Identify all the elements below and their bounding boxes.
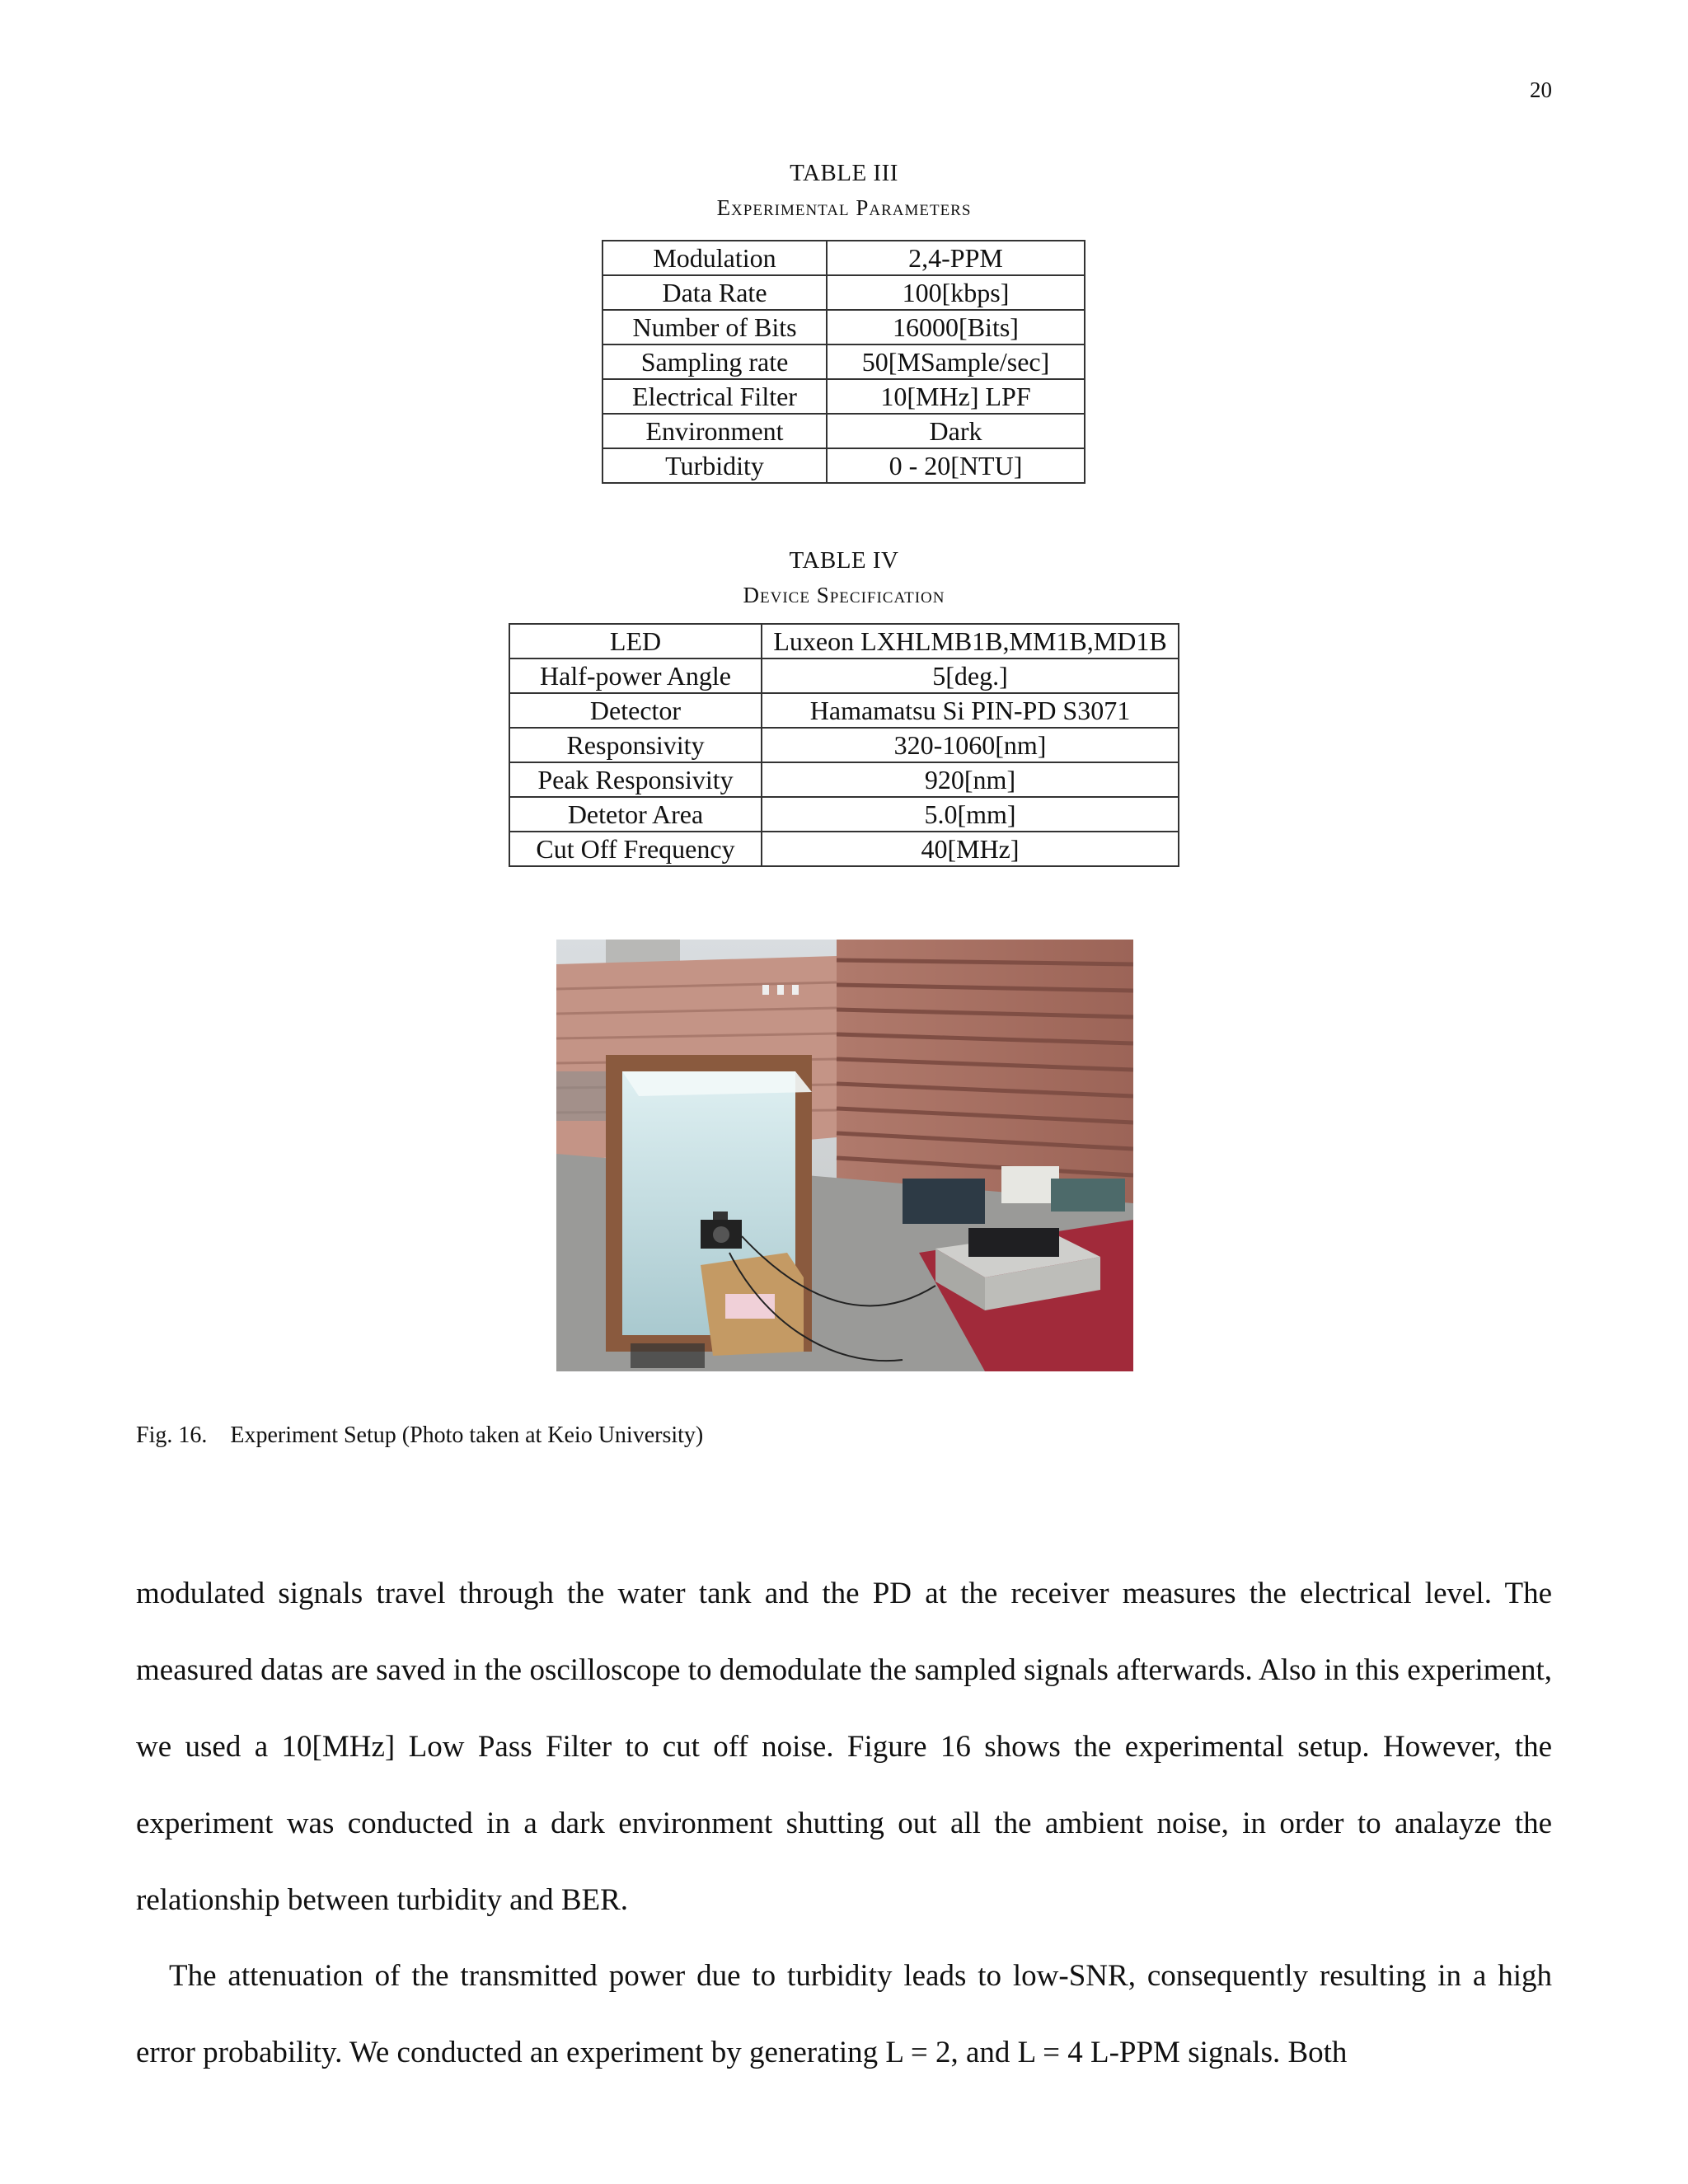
- body-paragraph: modulated signals travel through the water tank and the PD at the receiver measures the electrical level. The measured datas are saved in the oscilloscope to demodulate the sampled signals afterwards. Also in this experiment, we used a 10[MHz] Low Pass Filter to cut off noise. Figure 16 shows the experimental setup. However, the experiment was conducted in a dark environment shutting out all the ambient noise, in order to analayze the relationship between turbidity and BER.: [136, 1577, 1552, 1917]
- param-name: Data Rate: [603, 275, 827, 310]
- param-name: Modulation: [603, 241, 827, 275]
- figure-label: Fig. 16.: [136, 1422, 208, 1448]
- figure-caption: [136, 1422, 703, 1449]
- param-value: 10[MHz] LPF: [827, 379, 1085, 414]
- spec-name: Detector: [509, 693, 762, 728]
- param-name: Turbidity: [603, 448, 827, 483]
- table-row: [603, 275, 1085, 310]
- param-value: 2,4-PPM: [827, 241, 1085, 275]
- table-row: [603, 414, 1085, 448]
- spec-name: Detetor Area: [509, 797, 762, 832]
- table-iii-heading: [0, 160, 1688, 221]
- page-number: 20: [1530, 77, 1552, 102]
- photo-illustration: [556, 940, 1133, 1371]
- param-value: 100[kbps]: [827, 275, 1085, 310]
- param-value: 16000[Bits]: [827, 310, 1085, 344]
- table-row: [603, 379, 1085, 414]
- param-name: Environment: [603, 414, 827, 448]
- spec-value: 920[nm]: [762, 762, 1179, 797]
- spec-value: 5.0[mm]: [762, 797, 1179, 832]
- table-title: TABLE IV: [789, 547, 899, 574]
- param-name: Number of Bits: [603, 310, 827, 344]
- table-row: [509, 693, 1179, 728]
- spec-value: 320-1060[nm]: [762, 728, 1179, 762]
- spec-value: 5[deg.]: [762, 658, 1179, 693]
- spec-value: Hamamatsu Si PIN-PD S3071: [762, 693, 1179, 728]
- table-row: [509, 832, 1179, 866]
- spec-name: Peak Responsivity: [509, 762, 762, 797]
- table-title: TABLE III: [790, 160, 898, 186]
- table-row: [509, 797, 1179, 832]
- table-row: [603, 241, 1085, 275]
- table-row: [603, 448, 1085, 483]
- table-iv-heading: [0, 547, 1688, 608]
- table-subtitle: Experimental Parameters: [716, 195, 972, 220]
- table-row: [509, 624, 1179, 658]
- param-value: 0 - 20[NTU]: [827, 448, 1085, 483]
- table-row: [603, 344, 1085, 379]
- param-value: Dark: [827, 414, 1085, 448]
- spec-name: Half-power Angle: [509, 658, 762, 693]
- table-row: [509, 762, 1179, 797]
- spec-name: LED: [509, 624, 762, 658]
- spec-name: Cut Off Frequency: [509, 832, 762, 866]
- param-name: Electrical Filter: [603, 379, 827, 414]
- device-specification-table: [509, 623, 1179, 867]
- table-row: [509, 728, 1179, 762]
- body-paragraph: The attenuation of the transmitted power due to turbidity leads to low-SNR, consequently resulting in a high error probability. We conducted an experiment by generating L = 2, and L = 4 L-PPM signals. Both: [136, 1959, 1552, 2069]
- table-row: [509, 658, 1179, 693]
- param-name: Sampling rate: [603, 344, 827, 379]
- figure-caption-text: Experiment Setup (Photo taken at Keio University): [230, 1422, 704, 1448]
- table-subtitle: Device Specification: [743, 583, 945, 607]
- param-value: 50[MSample/sec]: [827, 344, 1085, 379]
- experimental-parameters-table: [602, 240, 1085, 484]
- spec-value: 40[MHz]: [762, 832, 1179, 866]
- spec-value: Luxeon LXHLMB1B,MM1B,MD1B: [762, 624, 1179, 658]
- experiment-setup-photo: [556, 940, 1133, 1371]
- table-row: [603, 310, 1085, 344]
- spec-name: Responsivity: [509, 728, 762, 762]
